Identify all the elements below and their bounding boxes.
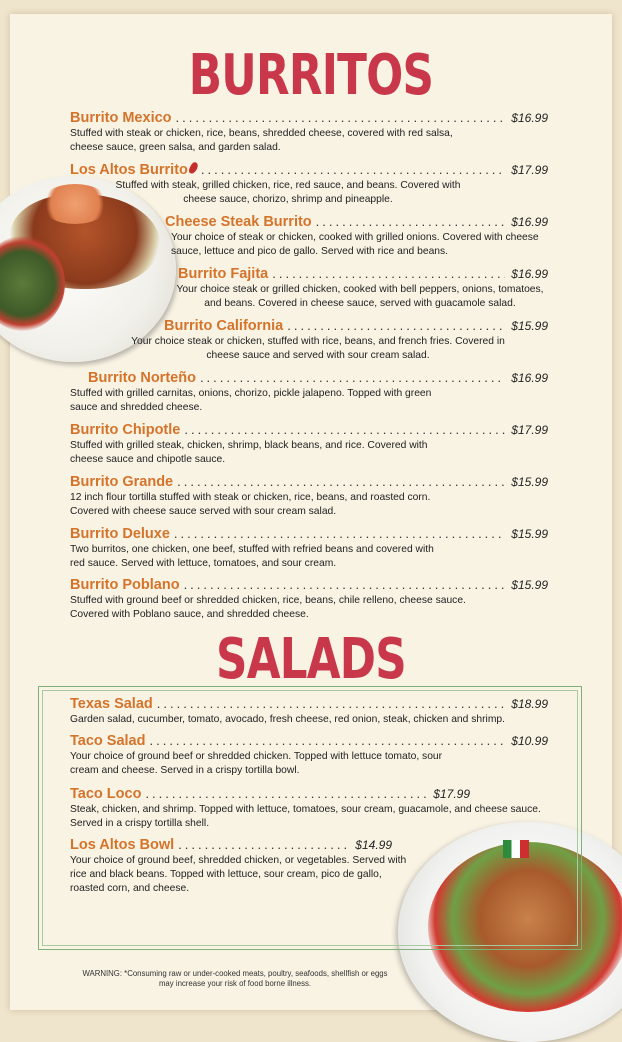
item-name: Texas Salad: [70, 696, 153, 712]
menu-item: [178, 266, 548, 311]
item-name: Los Altos Bowl: [70, 837, 175, 853]
item-description: Your choice steak or chicken, stuffed with rice, beans, and french fries. Covered in cheese sauce and served with sour cream salad.: [131, 336, 505, 361]
menu-item: [70, 577, 548, 622]
item-name: Burrito Poblano: [70, 577, 180, 593]
food-safety-warning: WARNING: *Consuming raw or under-cooked meats, poultry, seafoods, shellfish or eggs may increase your risk of food borne illness.: [82, 969, 388, 988]
item-name: Burrito Grande: [70, 474, 174, 490]
item-price: $15.99: [511, 527, 548, 541]
item-name: Taco Salad: [70, 733, 146, 749]
item-description: Stuffed with steak or chicken, rice, beans, shredded cheese, covered with red salsa, cheese sauce, green salsa, and garden salad.: [70, 128, 453, 153]
item-name: Burrito Mexico: [70, 110, 172, 126]
item-description: 12 inch flour tortilla stuffed with steak or chicken, rice, beans, and roasted corn. Covered with cheese sauce served with sour cream salad.: [70, 492, 431, 517]
item-description: Stuffed with steak, grilled chicken, rice, red sauce, and beans. Covered with cheese sauce, chorizo, shrimp and pineapple.: [115, 180, 461, 205]
menu-item: [70, 422, 548, 467]
menu-item: [70, 162, 548, 207]
item-description: Stuffed with grilled carnitas, onions, chorizo, pickle jalapeno. Topped with green sauce and shredded cheese.: [70, 388, 432, 413]
item-name: Cheese Steak Burrito: [165, 214, 312, 230]
item-price: $15.99: [511, 578, 548, 592]
menu-item: [70, 696, 548, 727]
item-description: Stuffed with ground beef or shredded chicken, rice, beans, chile relleno, cheese sauce. Covered with Poblano sauce, and shredded cheese.: [70, 595, 466, 620]
item-name: Burrito Chipotle: [70, 422, 181, 438]
item-price: $10.99: [511, 734, 548, 748]
menu-item: [70, 370, 548, 415]
item-name: Burrito Norteño: [88, 370, 196, 386]
item-price: $15.99: [511, 319, 548, 333]
item-description: Your choice of ground beef, shredded chicken, or vegetables. Served with rice and black beans. Topped with lettuce, sour cream, pico de gallo, roasted corn, and cheese.: [70, 855, 407, 894]
item-name: Burrito Fajita: [178, 266, 269, 282]
menu-item: [165, 214, 548, 259]
item-price: $18.99: [511, 697, 548, 711]
menu-item: [70, 110, 548, 155]
burritos-title: BURRITOS: [188, 43, 434, 108]
menu-item: [70, 837, 407, 896]
menu-item: [131, 318, 548, 363]
item-price: $16.99: [511, 371, 548, 385]
menu-item: [70, 733, 548, 778]
item-name: Burrito Deluxe: [70, 526, 170, 542]
item-price: $16.99: [511, 215, 548, 229]
chili-pepper-icon: [188, 161, 199, 175]
item-price: $16.99: [511, 111, 548, 125]
item-name: Burrito California: [164, 318, 284, 334]
menu-item: [70, 786, 541, 831]
item-price: $15.99: [511, 475, 548, 489]
item-description: Stuffed with grilled steak, chicken, shrimp, black beans, and rice. Covered with cheese sauce and chipotle sauce.: [70, 440, 428, 465]
item-name: Taco Loco: [70, 786, 142, 802]
item-price: $16.99: [511, 267, 548, 281]
item-description: Two burritos, one chicken, one beef, stuffed with refried beans and covered with red sauce. Served with lettuce, tomatoes, and sour cream.: [70, 544, 434, 569]
item-price: $17.99: [433, 787, 470, 801]
item-price: $17.99: [511, 423, 548, 437]
menu-item: [70, 474, 548, 519]
item-description: Your choice steak or grilled chicken, cooked with bell peppers, onions, tomatoes, and beans. Covered in cheese sauce, served with guacamole salad.: [176, 284, 544, 309]
item-price: $14.99: [355, 838, 392, 852]
salads-title: SALADS: [216, 627, 406, 692]
item-name: Los Altos Burrito: [70, 162, 188, 178]
item-price: $17.99: [511, 163, 548, 177]
item-description: Steak, chicken, and shrimp. Topped with lettuce, tomatoes, sour cream, guacamole, and cheese sauce. Served in a crispy tortilla shell.: [70, 804, 541, 829]
menu-item: [70, 526, 548, 571]
item-description: Your choice of steak or chicken, cooked with grilled onions. Covered with cheese sauce, lettuce and pico de gallo. Served with rice and beans.: [171, 232, 539, 257]
item-description: Your choice of ground beef or shredded chicken. Topped with lettuce tomato, sour cream and cheese. Served in a crispy tortilla bowl.: [70, 751, 443, 776]
item-description: Garden salad, cucumber, tomato, avocado, fresh cheese, red onion, steak, chicken and shrimp.: [70, 714, 505, 725]
